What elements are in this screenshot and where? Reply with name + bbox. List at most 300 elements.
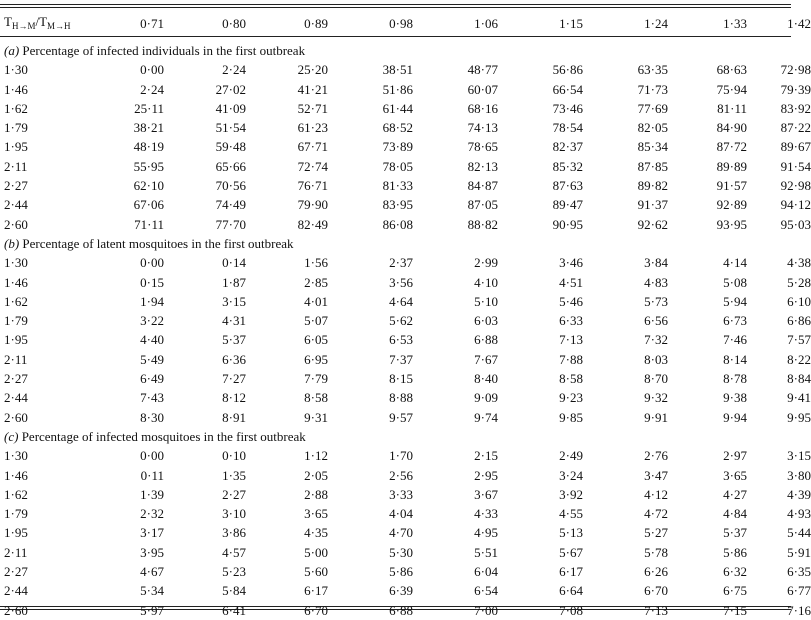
table-cell: 8·40 [474,371,498,387]
table-cell: 6·88 [389,602,413,618]
column-header: 1·24 [644,16,668,31]
table-cell: 4·33 [474,506,498,522]
table-cell: 2·76 [644,448,668,464]
section-heading [0,41,811,60]
table-row [0,369,811,388]
table-cell: 92·98 [780,178,811,194]
table-cell: 6·04 [474,564,498,580]
table-cell: 66·54 [552,81,583,97]
row-key: 2·11 [4,158,28,174]
section-heading [0,427,811,446]
table-cell: 59·48 [215,139,246,155]
table-cell: 3·46 [559,255,583,271]
row-key: 1·79 [4,506,28,522]
table-cell: 6·49 [140,371,164,387]
table-cell: 3·10 [222,506,246,522]
table-cell: 83·92 [780,100,811,116]
section-heading-row [0,234,811,253]
table-cell: 5·08 [723,274,747,290]
table-cell: 94·12 [780,197,811,213]
table-cell: 41·21 [297,81,328,97]
table-cell: 2·32 [140,506,164,522]
table-cell: 5·27 [644,525,668,541]
table-row [0,601,811,620]
table-cell: 2·99 [474,255,498,271]
table-cell: 61·44 [382,100,413,116]
table-cell: 25·11 [134,100,164,116]
table-cell: 2·05 [304,467,328,483]
row-key: 1·62 [4,100,28,116]
table-cell: 1·12 [304,448,328,464]
table-row [0,408,811,427]
table-cell: 5·78 [644,544,668,560]
table-cell: 5·28 [787,274,811,290]
table-cell: 3·47 [644,467,668,483]
table-cell: 87·63 [552,178,583,194]
table-cell: 6·35 [787,564,811,580]
table-cell: 70·56 [215,178,246,194]
table-cell: 6·33 [559,313,583,329]
table-cell: 51·86 [382,81,413,97]
table-cell: 79·90 [297,197,328,213]
table-cell: 6·77 [787,583,811,599]
table-cell: 9·09 [474,390,498,406]
row-key: 1·62 [4,486,28,502]
table-cell: 90·95 [552,216,583,232]
table-cell: 6·17 [304,583,328,599]
table-cell: 5·30 [389,544,413,560]
row-key: 1·30 [4,62,28,78]
table-cell: 5·13 [559,525,583,541]
table-cell: 2·56 [389,467,413,483]
table-cell: 7·00 [474,602,498,618]
table-cell: 51·54 [215,120,246,136]
table-cell: 1·35 [222,467,246,483]
row-key: 2·60 [4,216,28,232]
table-cell: 7·37 [389,351,413,367]
table-row [0,581,811,600]
table-cell: 87·22 [780,120,811,136]
table-cell: 82·05 [637,120,668,136]
row-key: 1·62 [4,293,28,309]
table-cell: 5·73 [644,293,668,309]
table-cell: 27·02 [215,81,246,97]
table-cell: 55·95 [133,158,164,174]
table-cell: 87·05 [467,197,498,213]
table-cell: 5·37 [723,525,747,541]
table-cell: 7·13 [559,332,583,348]
section-heading-row [0,41,811,60]
table-cell: 5·44 [787,525,811,541]
table-cell: 3·56 [389,274,413,290]
table-cell: 2·27 [222,486,246,502]
table-cell: 3·15 [787,448,811,464]
corner-sub1: H→M [11,21,36,31]
table-cell: 2·95 [474,467,498,483]
row-key: 2·44 [4,390,28,406]
table-cell: 82·13 [467,158,498,174]
table-cell: 5·49 [140,351,164,367]
table-cell: 4·72 [644,506,668,522]
table-cell: 9·74 [474,409,498,425]
table-cell: 5·94 [723,293,747,309]
table-cell: 8·88 [389,390,413,406]
table-cell: 6·95 [304,351,328,367]
table-cell: 7·27 [222,371,246,387]
table-cell: 6·03 [474,313,498,329]
table-cell: 91·57 [716,178,747,194]
table-cell: 4·12 [644,486,668,502]
table-cell: 7·16 [787,602,811,618]
table-cell: 1·94 [140,293,164,309]
table-cell: 2·85 [304,274,328,290]
table-cell: 9·94 [723,409,747,425]
table-cell: 6·73 [723,313,747,329]
table-cell: 7·43 [140,390,164,406]
row-key: 1·46 [4,274,28,290]
table-row [0,60,811,79]
table-cell: 74·49 [215,197,246,213]
table-cell: 1·56 [304,255,328,271]
table-cell: 4·95 [474,525,498,541]
table-cell: 4·38 [787,255,811,271]
table-cell: 9·91 [644,409,668,425]
table-cell: 4·93 [787,506,811,522]
corner-T1: T [4,14,12,29]
table-cell: 4·51 [559,274,583,290]
row-key: 1·95 [4,139,28,155]
table-cell: 0·15 [140,274,164,290]
table-cell: 87·72 [716,139,747,155]
table-cell: 6·70 [644,583,668,599]
table-row [0,157,811,176]
table-row [0,562,811,581]
section-title: Percentage of infected individuals in the first outbreak [19,43,306,58]
table-cell: 6·10 [787,293,811,309]
table-cell: 7·88 [559,351,583,367]
table-cell: 48·77 [467,62,498,78]
column-header: 1·06 [474,16,498,31]
row-key: 1·95 [4,332,28,348]
table-cell: 71·73 [637,81,668,97]
table-cell: 3·17 [140,525,164,541]
table-cell: 7·32 [644,332,668,348]
table-cell: 4·67 [140,564,164,580]
table-cell: 8·03 [644,351,668,367]
table-cell: 79·39 [780,81,811,97]
row-key: 2·44 [4,197,28,213]
table-cell: 9·38 [723,390,747,406]
row-key: 1·30 [4,448,28,464]
table-cell: 3·80 [787,467,811,483]
table-cell: 8·15 [389,371,413,387]
table-cell: 4·27 [723,486,747,502]
table-cell: 4·57 [222,544,246,560]
table-cell: 3·22 [140,313,164,329]
table-cell: 91·37 [637,197,668,213]
row-key: 1·79 [4,120,28,136]
table-cell: 5·97 [140,602,164,618]
row-key: 2·60 [4,409,28,425]
table-cell: 4·10 [474,274,498,290]
table-cell: 2·97 [723,448,747,464]
section-label: (a) [4,43,20,58]
row-key: 1·46 [4,467,28,483]
table-cell: 6·32 [723,564,747,580]
table-cell: 3·95 [140,544,164,560]
table-cell: 78·54 [552,120,583,136]
section-title: Percentage of latent mosquitoes in the first outbreak [19,235,294,251]
corner-sub2: M→H [47,21,71,31]
table-cell: 77·69 [637,100,668,116]
table-cell: 2·37 [389,255,413,271]
table-cell: 48·19 [133,139,164,155]
table-cell: 4·84 [723,506,747,522]
table-cell: 91·54 [780,158,811,174]
table-cell: 6·56 [644,313,668,329]
results-table [0,7,811,620]
table-cell: 4·04 [389,506,413,522]
table-cell: 89·82 [637,178,668,194]
table-cell: 6·17 [559,564,583,580]
table-row [0,350,811,369]
table-row [0,80,811,99]
column-header: 0·89 [304,16,328,31]
table-cell: 82·37 [552,139,583,155]
table-cell: 25·20 [297,62,328,78]
table-cell: 68·52 [382,120,413,136]
table-cell: 9·31 [304,409,328,425]
row-key: 1·79 [4,313,28,329]
table-cell: 78·05 [382,158,413,174]
row-key: 2·27 [4,564,28,580]
table-cell: 83·95 [382,197,413,213]
table-row [0,137,811,156]
table-cell: 9·85 [559,409,583,425]
table-cell: 78·65 [467,139,498,155]
table-cell: 0·00 [140,62,164,78]
table-cell: 76·71 [297,178,328,194]
column-header: 1·15 [559,16,583,31]
table-cell: 92·62 [637,216,668,232]
table-cell: 73·89 [382,139,413,155]
table-cell: 4·83 [644,274,668,290]
table-cell: 9·41 [787,390,811,406]
table-cell: 5·00 [304,544,328,560]
row-key: 2·60 [4,602,28,618]
table-cell: 7·08 [559,602,583,618]
table-cell: 74·13 [467,120,498,136]
table-cell: 4·40 [140,332,164,348]
column-header: 1·42 [787,16,811,31]
table-cell: 38·51 [382,62,413,78]
table-cell: 5·23 [222,564,246,580]
row-key: 2·11 [4,351,28,367]
table-cell: 5·51 [474,544,498,560]
table-cell: 4·14 [723,255,747,271]
row-key: 1·30 [4,255,28,271]
column-header: 0·80 [222,16,246,31]
table-cell: 0·00 [140,448,164,464]
table-row [0,253,811,272]
table-cell: 67·71 [297,139,328,155]
table-cell: 3·86 [222,525,246,541]
table-cell: 86·08 [382,216,413,232]
table-cell: 75·94 [716,81,747,97]
table-cell: 2·49 [559,448,583,464]
column-header: 1·33 [723,16,747,31]
table-cell: 6·75 [723,583,747,599]
table-cell: 3·65 [304,506,328,522]
table-cell: 7·79 [304,371,328,387]
table-cell: 7·13 [644,602,668,618]
top-rule [0,4,791,5]
table-cell: 4·31 [222,313,246,329]
table-cell: 8·58 [304,390,328,406]
table-cell: 7·67 [474,351,498,367]
table-cell: 72·74 [297,158,328,174]
table-cell: 68·63 [716,62,747,78]
table-cell: 1·39 [140,486,164,502]
table-cell: 71·11 [134,216,164,232]
table-cell: 2·15 [474,448,498,464]
table-cell: 82·49 [297,216,328,232]
table-cell: 95·03 [780,216,811,232]
table-cell: 85·34 [637,139,668,155]
table-cell: 8·84 [787,371,811,387]
column-header: 0·71 [140,16,164,31]
table-cell: 0·10 [222,448,246,464]
table-cell: 0·00 [140,255,164,271]
table-cell: 3·33 [389,486,413,502]
table-cell: 8·78 [723,371,747,387]
table-cell: 52·71 [297,100,328,116]
table-cell: 2·24 [140,81,164,97]
corner-T2: T [39,14,48,29]
table-cell: 41·09 [215,100,246,116]
table-cell: 6·54 [474,583,498,599]
table-cell: 8·14 [723,351,747,367]
table-cell: 89·89 [716,158,747,174]
table-cell: 81·33 [382,178,413,194]
table-cell: 6·70 [304,602,328,618]
table-cell: 3·15 [222,293,246,309]
table-row [0,176,811,195]
table-cell: 3·24 [559,467,583,483]
table-row [0,523,811,542]
table-cell: 3·92 [559,486,583,502]
table-cell: 5·10 [474,293,498,309]
table-cell: 3·84 [644,255,668,271]
table-cell: 2·24 [222,62,246,78]
table-cell: 4·01 [304,293,328,309]
table-cell: 67·06 [133,197,164,213]
table-cell: 77·70 [215,216,246,232]
table-row [0,311,811,330]
table-row [0,466,811,485]
table-cell: 5·62 [389,313,413,329]
table-cell: 8·30 [140,409,164,425]
table-cell: 93·95 [716,216,747,232]
corner-sep: / [35,14,40,29]
table-cell: 8·91 [222,409,246,425]
table-cell: 6·41 [222,602,246,618]
table-cell: 62·10 [133,178,164,194]
table-cell: 2·88 [304,486,328,502]
table-cell: 7·57 [787,332,811,348]
table-row [0,99,811,118]
table-cell: 6·36 [222,351,246,367]
table-cell: 63·35 [637,62,668,78]
section-label: (c) [4,428,19,444]
table-cell: 9·57 [389,409,413,425]
table-row [0,330,811,349]
table-cell: 0·11 [140,467,164,483]
table-cell: 6·26 [644,564,668,580]
header-row [0,7,811,41]
table-cell: 6·88 [474,332,498,348]
table-row [0,215,811,234]
table-cell: 8·22 [787,351,811,367]
table-cell: 5·84 [222,583,246,599]
table-cell: 84·90 [716,120,747,136]
row-key: 2·27 [4,178,28,194]
table-cell: 9·95 [787,409,811,425]
table-cell: 8·70 [644,371,668,387]
table-cell: 5·67 [559,544,583,560]
table-cell: 4·55 [559,506,583,522]
table-cell: 8·12 [222,390,246,406]
table-row [0,388,811,407]
row-key: 2·27 [4,371,28,387]
table-cell: 81·11 [717,100,747,116]
table-cell: 56·86 [552,62,583,78]
table-cell: 92·89 [716,197,747,213]
corner-header [0,7,94,41]
table-cell: 7·46 [723,332,747,348]
table-cell: 72·98 [780,62,811,78]
table-cell: 4·39 [787,486,811,502]
table-cell: 5·60 [304,564,328,580]
table-row [0,292,811,311]
table-cell: 88·82 [467,216,498,232]
section-label: (b) [4,235,20,251]
table-cell: 9·23 [559,390,583,406]
table-cell: 65·66 [215,158,246,174]
table-cell: 61·23 [297,120,328,136]
table-cell: 7·15 [723,602,747,618]
table-cell: 1·87 [222,274,246,290]
table-cell: 5·37 [222,332,246,348]
table-cell: 68·16 [467,100,498,116]
table-cell: 6·05 [304,332,328,348]
table-cell: 84·87 [467,178,498,194]
table-cell: 38·21 [133,120,164,136]
table-cell: 4·35 [304,525,328,541]
column-header: 0·98 [389,16,413,31]
table-cell: 4·64 [389,293,413,309]
section-title: Percentage of infected mosquitoes in the first outbreak [18,428,306,444]
table-cell: 5·91 [787,544,811,560]
table-row [0,195,811,214]
section-heading-row [0,427,811,446]
table-row [0,118,811,137]
table-cell: 6·64 [559,583,583,599]
table-cell: 73·46 [552,100,583,116]
row-key: 2·11 [4,544,28,560]
table-cell: 1·70 [389,448,413,464]
row-key: 1·46 [4,81,28,97]
